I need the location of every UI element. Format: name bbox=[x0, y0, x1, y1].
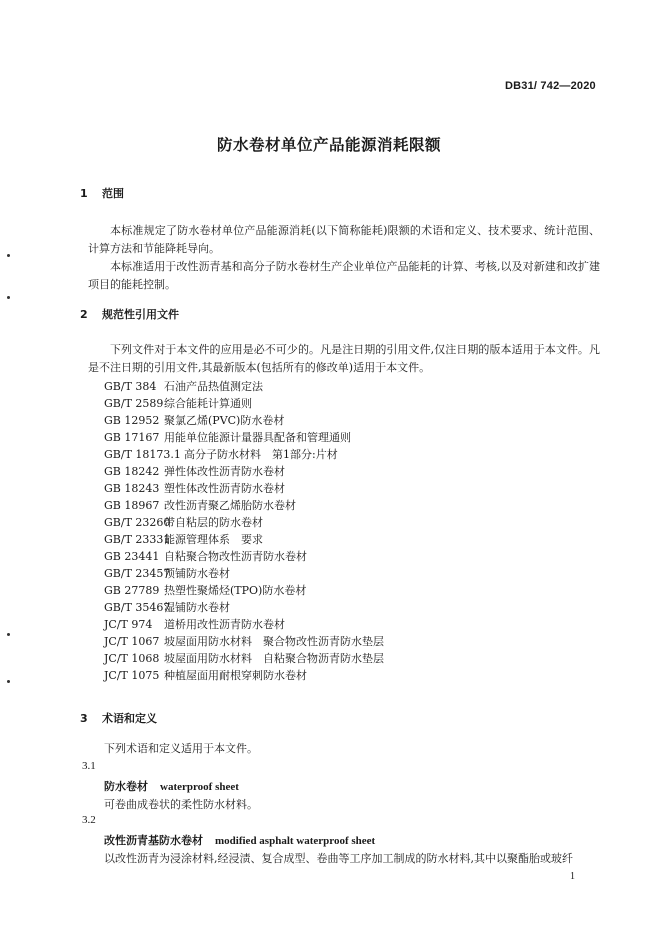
reference-title: 湿铺防水卷材 bbox=[164, 601, 230, 614]
term-english: waterproof sheet bbox=[160, 781, 239, 793]
reference-code: GB 18967 bbox=[104, 499, 160, 512]
section-number: 3 bbox=[80, 712, 88, 725]
reference-title: 聚氯乙烯(PVC)防水卷材 bbox=[164, 414, 285, 427]
term-definition: 可卷曲成卷状的柔性防水材料。 bbox=[104, 798, 258, 811]
term-heading bbox=[104, 778, 239, 794]
reference-code: GB/T 18173.1 bbox=[104, 448, 181, 461]
reference-title: 种植屋面用耐根穿刺防水卷材 bbox=[164, 669, 307, 682]
reference-code: GB/T 23457 bbox=[104, 567, 171, 580]
term-heading bbox=[104, 832, 375, 848]
margin-mark bbox=[7, 680, 10, 683]
reference-code: GB/T 23331 bbox=[104, 533, 171, 546]
section-3-intro: 下列术语和定义适用于本文件。 bbox=[104, 742, 258, 755]
section-number: 1 bbox=[80, 187, 88, 200]
reference-code: GB 23441 bbox=[104, 550, 160, 563]
section-title: 范围 bbox=[102, 187, 124, 200]
reference-item bbox=[104, 429, 351, 445]
reference-item bbox=[104, 582, 306, 598]
reference-item bbox=[104, 378, 263, 394]
reference-title: 自粘聚合物改性沥青防水卷材 bbox=[164, 550, 307, 563]
term-chinese: 改性沥青基防水卷材 bbox=[104, 834, 203, 847]
reference-title: 高分子防水材料 第1部分:片材 bbox=[184, 448, 338, 461]
term-number: 3.2 bbox=[82, 814, 96, 826]
reference-item bbox=[104, 514, 263, 530]
reference-title: 热塑性聚烯烃(TPO)防水卷材 bbox=[164, 584, 307, 597]
reference-item bbox=[104, 412, 284, 428]
reference-title: 综合能耗计算通则 bbox=[164, 397, 252, 410]
section-1-heading bbox=[80, 185, 124, 201]
reference-code: GB 17167 bbox=[104, 431, 160, 444]
reference-code: GB 12952 bbox=[104, 414, 160, 427]
reference-code: JC/T 1068 bbox=[104, 652, 160, 665]
reference-code: JC/T 974 bbox=[104, 618, 153, 631]
section-1-paragraph-2: 本标准适用于改性沥青基和高分子防水卷材生产企业单位产品能耗的计算、考核,以及对新建和改扩建项目的能耗控制。 bbox=[88, 260, 600, 291]
margin-mark bbox=[7, 254, 10, 257]
margin-mark bbox=[7, 296, 10, 299]
reference-item bbox=[104, 480, 285, 496]
reference-title: 石油产品热值测定法 bbox=[164, 380, 263, 393]
term-english: modified asphalt waterproof sheet bbox=[215, 835, 376, 847]
reference-title: 带自粘层的防水卷材 bbox=[164, 516, 263, 529]
reference-title: 预铺防水卷材 bbox=[164, 567, 230, 580]
section-2-heading bbox=[80, 306, 179, 322]
reference-item bbox=[104, 565, 230, 581]
section-2-intro: 下列文件对于本文件的应用是必不可少的。凡是注日期的引用文件,仅注日期的版本适用于本文件。凡是不注日期的引用文件,其最新版本(包括所有的修改单)适用于本文件。 bbox=[88, 343, 600, 374]
term-number: 3.1 bbox=[82, 760, 96, 772]
section-number: 2 bbox=[80, 308, 88, 321]
page-title: 防水卷材单位产品能源消耗限额 bbox=[216, 136, 441, 154]
reference-item bbox=[104, 497, 296, 513]
section-1-paragraph-1: 本标准规定了防水卷材单位产品能源消耗(以下简称能耗)限额的术语和定义、技术要求、统计范围、计算方法和节能降耗导向。 bbox=[88, 224, 600, 255]
reference-title: 坡屋面用防水材料 聚合物改性沥青防水垫层 bbox=[164, 635, 384, 648]
reference-code: GB/T 35467 bbox=[104, 601, 171, 614]
section-3-heading bbox=[80, 710, 157, 726]
reference-code: GB 18243 bbox=[104, 482, 160, 495]
reference-title: 能源管理体系 要求 bbox=[164, 533, 263, 546]
reference-title: 弹性体改性沥青防水卷材 bbox=[164, 465, 285, 478]
reference-item bbox=[104, 446, 338, 462]
reference-item bbox=[104, 650, 384, 666]
margin-mark bbox=[7, 633, 10, 636]
term-chinese: 防水卷材 bbox=[104, 780, 148, 793]
document-number: DB31/ 742—2020 bbox=[505, 80, 596, 92]
reference-code: JC/T 1075 bbox=[104, 669, 160, 682]
reference-item bbox=[104, 548, 307, 564]
reference-title: 坡屋面用防水材料 自粘聚合物沥青防水垫层 bbox=[164, 652, 384, 665]
reference-item bbox=[104, 599, 230, 615]
reference-code: GB 27789 bbox=[104, 584, 160, 597]
reference-code: GB/T 2589 bbox=[104, 397, 164, 410]
reference-code: GB/T 384 bbox=[104, 380, 157, 393]
term-definition: 以改性沥青为浸涂材料,经浸渍、复合成型、卷曲等工序加工制成的防水材料,其中以聚酯胎或玻纤 bbox=[104, 852, 573, 865]
reference-item bbox=[104, 463, 285, 479]
reference-title: 改性沥青聚乙烯胎防水卷材 bbox=[164, 499, 296, 512]
reference-item bbox=[104, 395, 252, 411]
reference-item bbox=[104, 667, 307, 683]
section-title: 规范性引用文件 bbox=[102, 308, 179, 321]
reference-title: 用能单位能源计量器具配备和管理通则 bbox=[164, 431, 351, 444]
reference-item bbox=[104, 616, 285, 632]
reference-title: 塑性体改性沥青防水卷材 bbox=[164, 482, 285, 495]
page-number: 1 bbox=[570, 871, 575, 882]
reference-code: GB/T 23260 bbox=[104, 516, 171, 529]
reference-code: JC/T 1067 bbox=[104, 635, 160, 648]
reference-item bbox=[104, 531, 263, 547]
reference-item bbox=[104, 633, 384, 649]
reference-code: GB 18242 bbox=[104, 465, 160, 478]
reference-title: 道桥用改性沥青防水卷材 bbox=[164, 618, 285, 631]
section-title: 术语和定义 bbox=[102, 712, 157, 725]
